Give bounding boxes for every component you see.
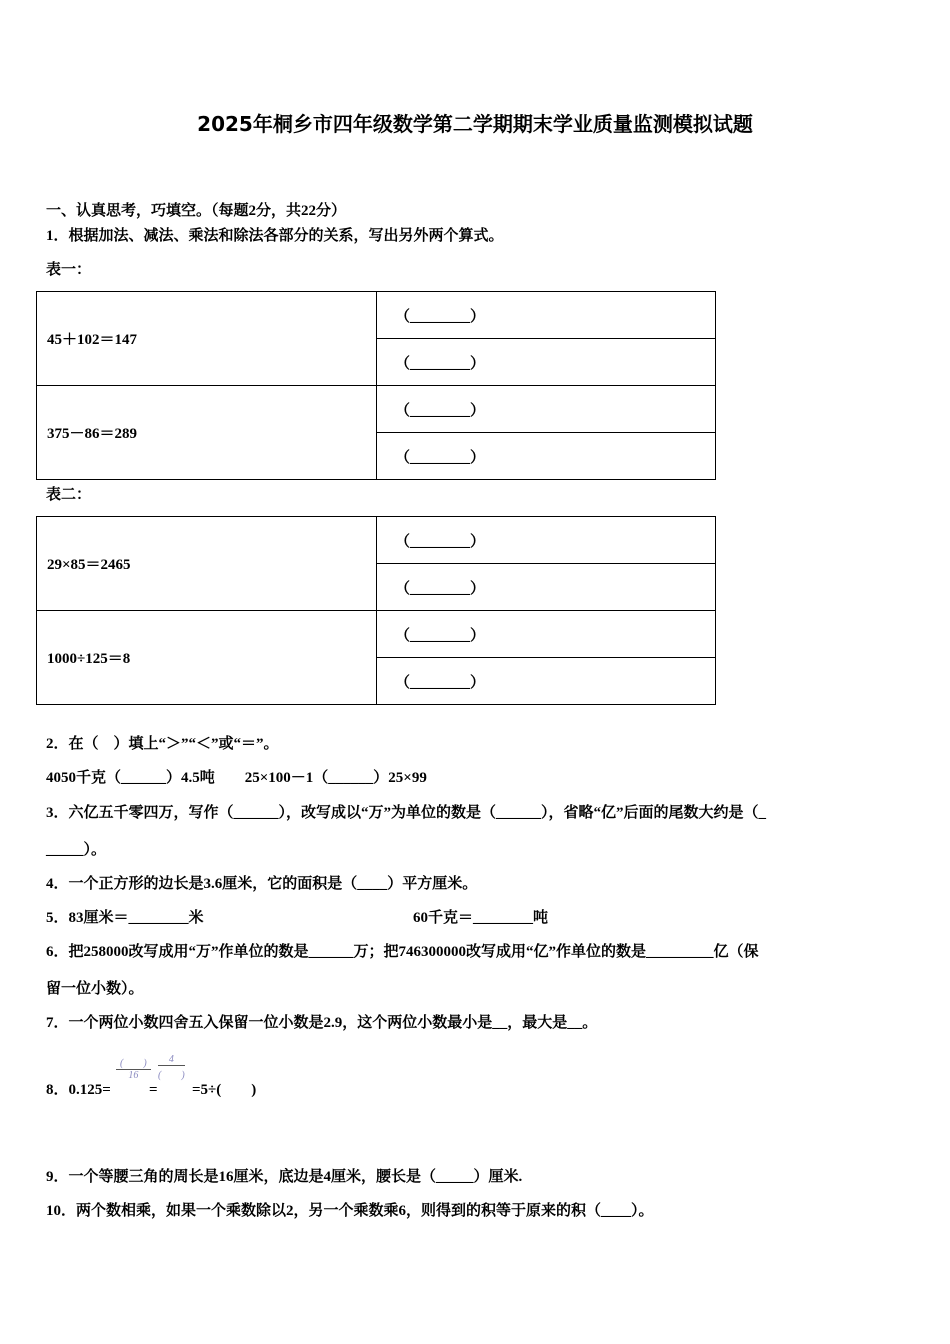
answer-blank[interactable]: （________） [377, 611, 716, 658]
q8-suffix: =5÷( ) [192, 1082, 257, 1098]
question-10: 10．两个数相乘，如果一个乘数除以2，另一个乘数乘6，则得到的积等于原来的积（____）。 [46, 1203, 654, 1219]
answer-blank[interactable]: （________） [377, 433, 716, 480]
q8-prefix: 8．0.125= [46, 1082, 111, 1098]
question-3-cont: _____）。 [46, 842, 107, 858]
question-6: 6．把258000改写成用“万”作单位的数是______万；把746300000改写成用“亿”作单位的数是_________亿（保 [46, 944, 759, 960]
question-6-cont: 留一位小数）。 [46, 981, 144, 997]
answer-blank[interactable]: （________） [377, 658, 716, 705]
question-3: 3．六亿五千零四万，写作（______），改写成以“万”为单位的数是（______），省略“亿”后面的尾数大约是（_ [46, 805, 767, 821]
answer-blank[interactable]: （________） [377, 517, 716, 564]
question-5b: 60千克＝________吨 [413, 910, 549, 926]
answer-blank[interactable]: （________） [377, 292, 716, 339]
question-1: 1．根据加法、减法、乘法和除法各部分的关系，写出另外两个算式。 [46, 228, 504, 244]
question-5a: 5．83厘米＝________米 [46, 910, 204, 926]
table1-label: 表一： [46, 262, 92, 278]
fraction-numerator: 4 [158, 1054, 185, 1066]
fraction-numerator[interactable]: ( ) [116, 1054, 151, 1070]
equation: 1000÷125＝8 [37, 611, 377, 705]
answer-blank[interactable]: （________） [377, 386, 716, 433]
answer-blank[interactable]: （________） [377, 339, 716, 386]
section-heading: 一、认真思考，巧填空。（每题2分，共22分） [46, 203, 347, 219]
question-9: 9．一个等腰三角的周长是16厘米，底边是4厘米，腰长是（_____）厘米. [46, 1169, 523, 1185]
question-2: 2．在（ ）填上“＞”“＜”或“＝”。 [46, 736, 279, 752]
answer-blank[interactable]: （________） [377, 564, 716, 611]
table-2 [36, 516, 716, 705]
q8-equals: = [149, 1082, 158, 1098]
equation: 45＋102＝147 [37, 292, 377, 386]
equation: 29×85＝2465 [37, 517, 377, 611]
equation: 375－86＝289 [37, 386, 377, 480]
fraction-1 [116, 1054, 151, 1081]
page-title: 2025年桐乡市四年级数学第二学期期末学业质量监测模拟试题 [197, 112, 753, 136]
table-1 [36, 291, 716, 480]
question-7: 7．一个两位小数四舍五入保留一位小数是2.9，这个两位小数最小是__，最大是__。 [46, 1015, 598, 1031]
table2-label: 表二： [46, 487, 92, 503]
question-4: 4．一个正方形的边长是3.6厘米，它的面积是（____）平方厘米。 [46, 876, 478, 892]
question-2-items: 4050千克（______）4.5吨 25×100－1（______）25×99 [46, 770, 427, 786]
fraction-2 [158, 1054, 185, 1081]
fraction-denominator: 16 [128, 1070, 139, 1081]
fraction-denominator[interactable]: ( ) [158, 1070, 185, 1081]
